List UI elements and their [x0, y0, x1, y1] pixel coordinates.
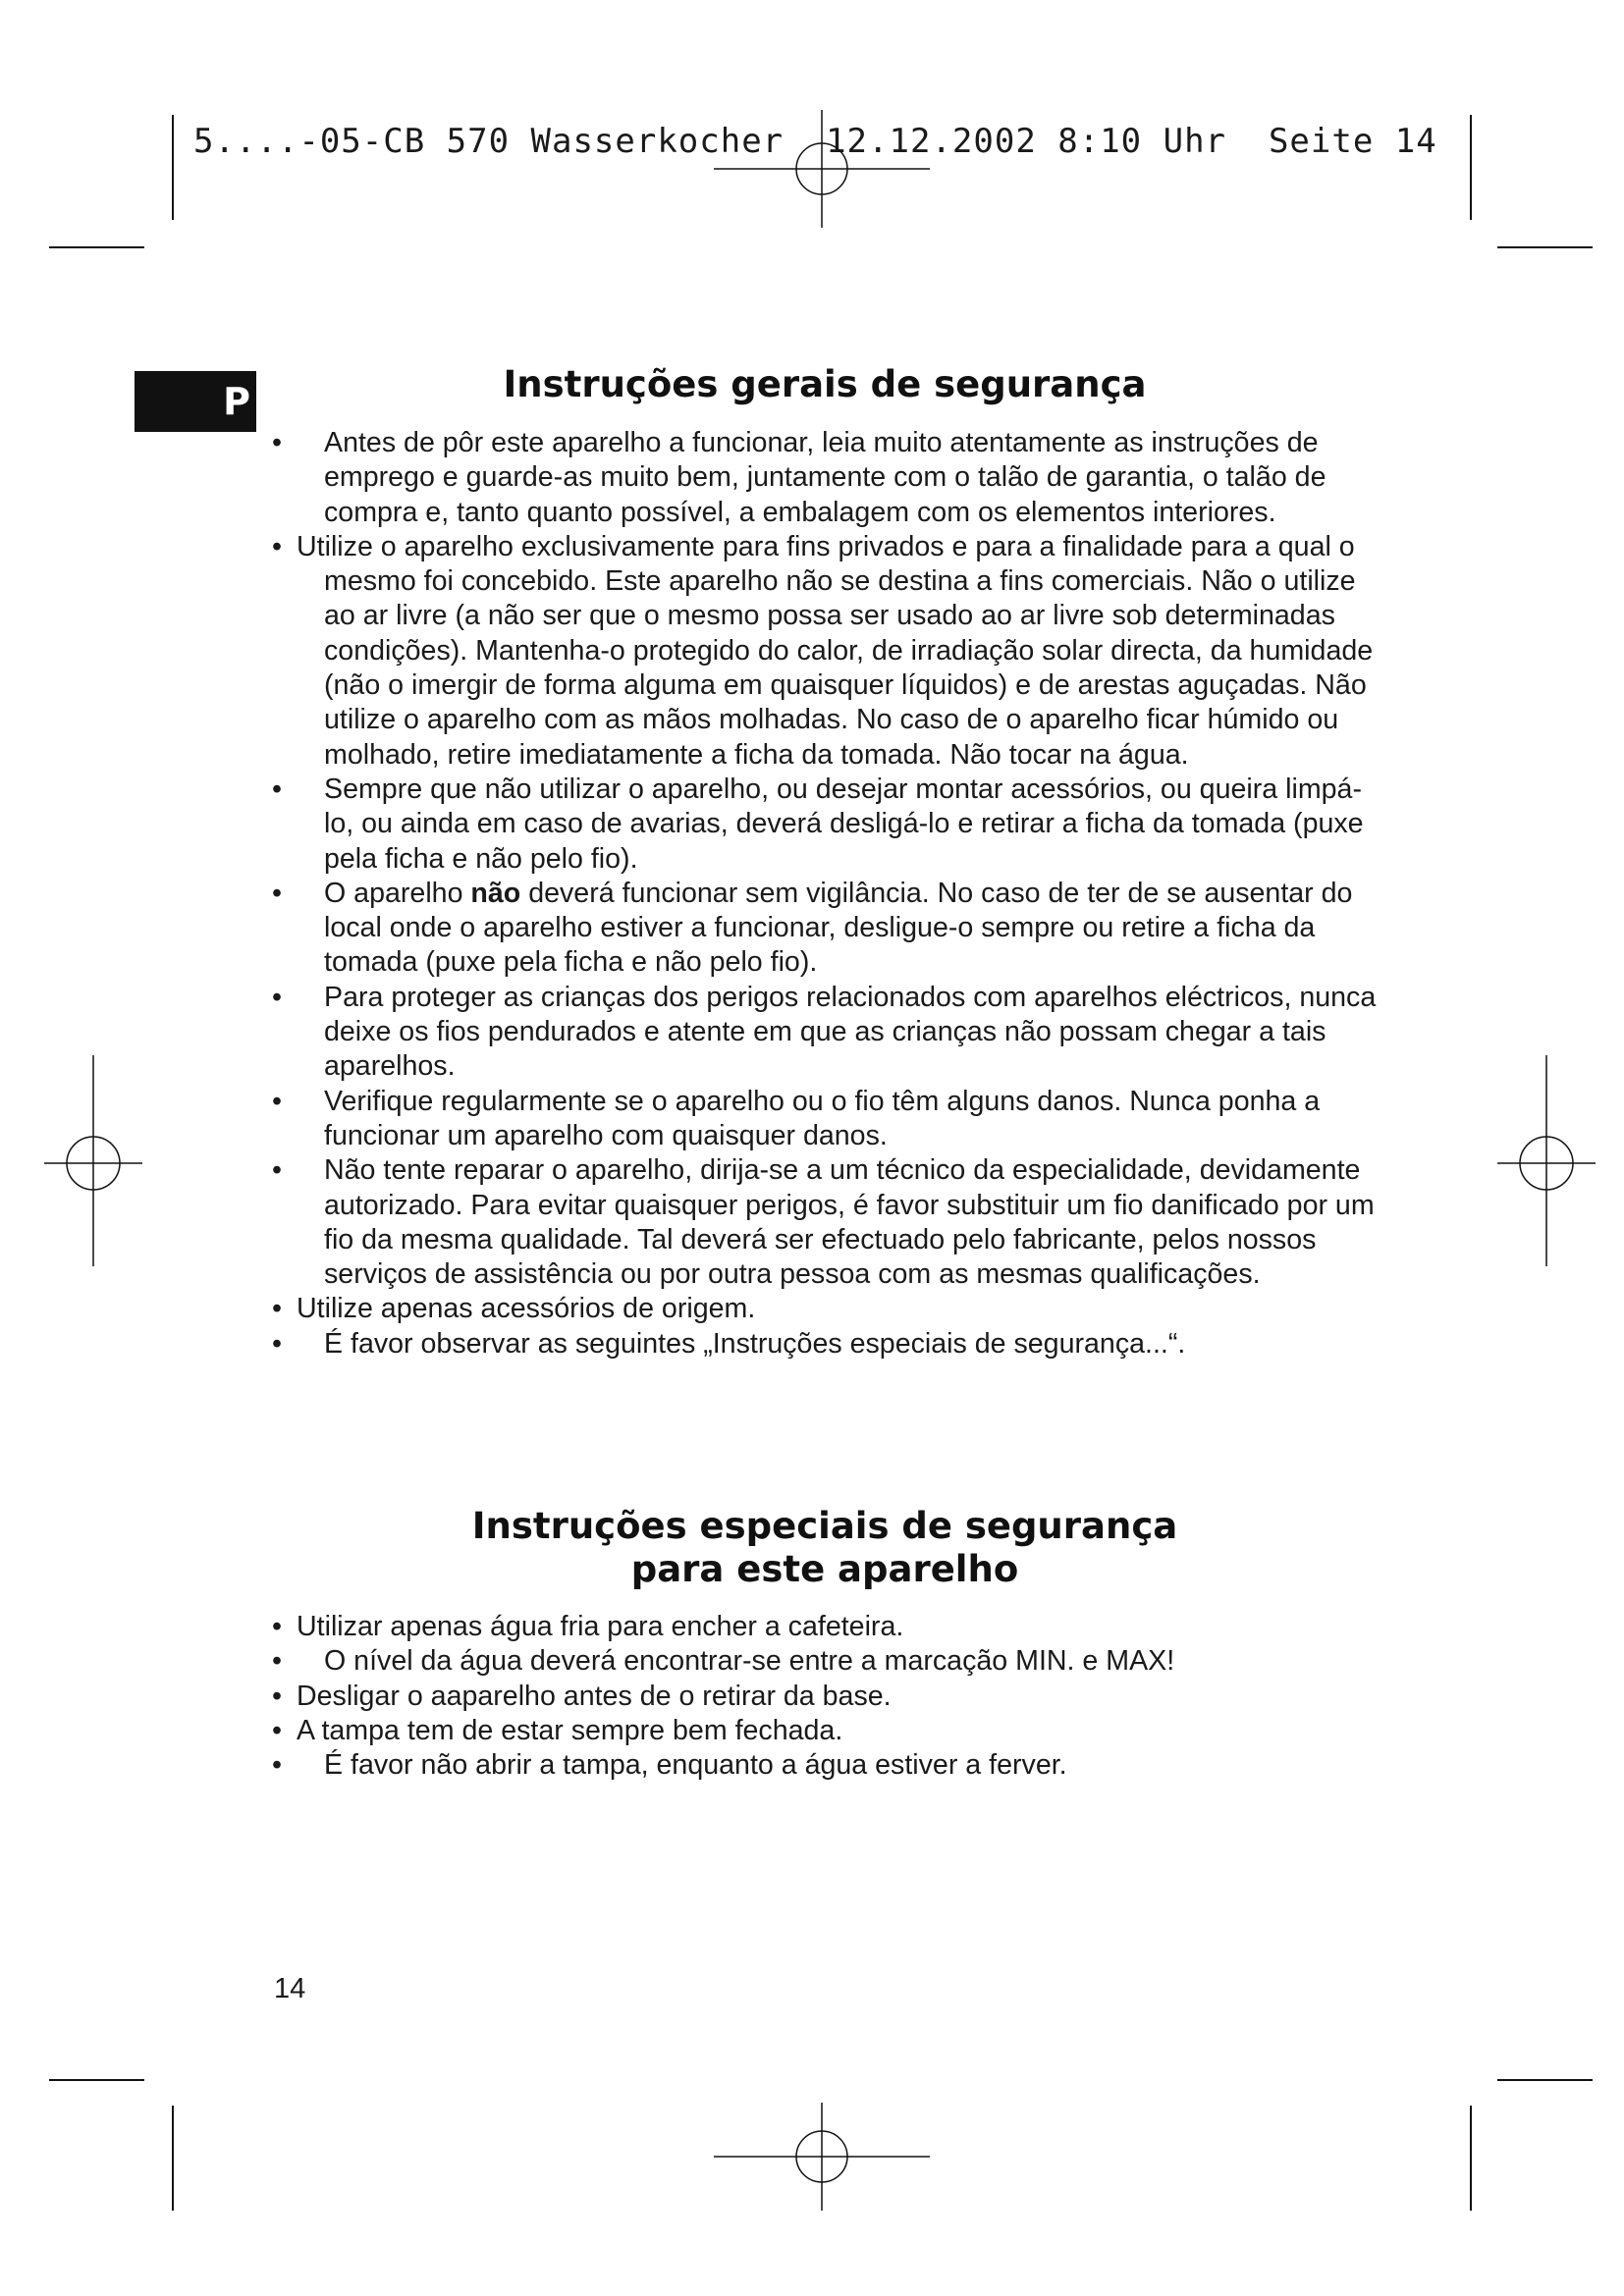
registration-mark-right-icon [1497, 1055, 1596, 1266]
list-item [270, 1680, 1389, 1714]
section-title-line: para este aparelho [630, 1548, 1019, 1590]
printer-slug-line: 5....-05-CB 570 Wasserkocher 12.12.2002 8:10 Uhr Seite 14 [193, 122, 1437, 161]
page-number: 14 [274, 1973, 306, 2004]
bullet-icon: • [272, 1714, 283, 1746]
section-title-general-safety: Instruções gerais de segurança [503, 363, 1147, 405]
registration-mark-bottom-icon [714, 2103, 930, 2211]
crop-mark-top-left-vertical [172, 115, 174, 220]
list-item [270, 1153, 1389, 1292]
bullet-icon: • [272, 773, 283, 805]
bullet-icon: • [272, 1293, 283, 1325]
list-item-text: É favor não abrir a tampa, enquanto a água estiver a ferver. [324, 1749, 1067, 1782]
list-item-text-continued: deverá funcionar sem vigilância. No caso de ter de se ausentar do local onde o aparelho estiver a funcionar, desligue-o sempre ou retire a ficha da tomada (puxe pela ficha e não pelo fio). [324, 877, 1353, 979]
crop-mark-top-right-horizontal [1497, 246, 1593, 248]
list-item-text: Sempre que não utilizar o aparelho, ou desejar montar acessórios, ou queira limpá-lo, ou ainda em caso de avarias, deverá desligá-lo e retirar a ficha da tomada (puxe pela ficha e não pelo fio). [324, 773, 1364, 875]
list-item [270, 1748, 1389, 1783]
list-item-text: Antes de pôr este aparelho a funcionar, leia muito atentamente as instruções de emprego e guarde-as muito bem, juntamente com o talão de garantia, o talão de compra e, tanto quanto possível, a embalagem com os elementos interiores. [324, 427, 1326, 528]
crop-mark-top-left-horizontal [49, 246, 144, 248]
bullet-icon: • [272, 1085, 283, 1117]
registration-mark-top-icon [714, 110, 930, 228]
list-item-text: O nível da água deverá encontrar-se entre a marcação MIN. e MAX! [324, 1645, 1175, 1678]
bullet-icon: • [272, 530, 283, 562]
list-item-text: Verifique regularmente se o aparelho ou o fio têm alguns danos. Nunca ponha a funcionar um aparelho com quaisquer danos. [324, 1085, 1321, 1151]
bullet-icon: • [272, 1154, 283, 1187]
list-item [270, 530, 1389, 773]
bullet-icon: • [272, 981, 283, 1013]
list-item-text: Para proteger as crianças dos perigos relacionados com aparelhos eléctricos, nunca deixe os fios pendurados e atente em que as crianças não possam chegar a tais aparelhos. [324, 981, 1377, 1083]
list-item [270, 1714, 1389, 1748]
bullet-icon: • [272, 427, 283, 458]
bullet-icon: • [272, 1680, 283, 1712]
crop-mark-bottom-right-vertical [1470, 2106, 1472, 2211]
bullet-icon: • [272, 1749, 283, 1782]
list-item-text: Utilizar apenas água fria para encher a cafeteira. [297, 1611, 904, 1642]
emphasis-text: não [470, 877, 521, 909]
bullet-icon: • [272, 1645, 283, 1678]
crop-mark-bottom-right-horizontal [1497, 2079, 1593, 2081]
list-item [270, 877, 1389, 981]
list-item [270, 1327, 1389, 1362]
list-item-text: É favor observar as seguintes „Instruções especiais de segurança...“. [324, 1327, 1186, 1360]
section-title-special-safety [255, 1505, 1394, 1591]
list-item-text: Utilize o aparelho exclusivamente para fins privados e para a finalidade para a qual o mesmo foi concebido. Este aparelho não se destina a fins comerciais. Não o utilize ao ar livre (a não ser que o mesmo possa ser usado ao ar livre sob determinadas condições). Mantenha-o protegido do calor, de irradiação solar directa, da humidade (não o imergir de forma alguma em quaisquer líquidos) e de arestas aguçadas. Não utilize o aparelho com as mãos molhadas. No caso de o aparelho ficar húmido ou molhado, retire imediatamente a ficha da tomada. Não tocar na água. [297, 530, 1374, 771]
crop-mark-bottom-left-vertical [172, 2106, 174, 2211]
crop-mark-bottom-left-horizontal [49, 2079, 144, 2081]
list-item [270, 981, 1389, 1085]
bullet-icon: • [272, 1327, 283, 1360]
bullet-icon: • [272, 1611, 283, 1642]
list-item [270, 1610, 1389, 1644]
list-item-text: Não tente reparar o aparelho, dirija-se a um técnico da especialidade, devidamente autorizado. Para evitar quaisquer perigos, é favor substituir um fio danificado por um fio da mesma qualidade. Tal deverá ser efectuado pelo fabricante, pelos nossos serviços de assistência ou por outra pessoa com as mesmas qualificações. [324, 1154, 1375, 1291]
list-item-text: A tampa tem de estar sempre bem fechada. [297, 1714, 843, 1746]
list-item [270, 773, 1389, 877]
special-safety-list [270, 1610, 1389, 1783]
list-item [270, 1292, 1389, 1326]
language-tab: P [135, 371, 256, 432]
list-item [270, 426, 1389, 530]
list-item-text: Desligar o aaparelho antes de o retirar da base. [297, 1680, 892, 1712]
list-item [270, 1644, 1389, 1679]
section-title-line: Instruções especiais de segurança [471, 1505, 1178, 1547]
bullet-icon: • [272, 877, 283, 909]
list-item [270, 1085, 1389, 1154]
registration-mark-left-icon [44, 1055, 142, 1266]
general-safety-list [270, 426, 1389, 1362]
crop-mark-top-right-vertical [1470, 115, 1472, 220]
list-item-text: Utilize apenas acessórios de origem. [297, 1293, 756, 1325]
list-item-text: O aparelho [324, 877, 471, 909]
